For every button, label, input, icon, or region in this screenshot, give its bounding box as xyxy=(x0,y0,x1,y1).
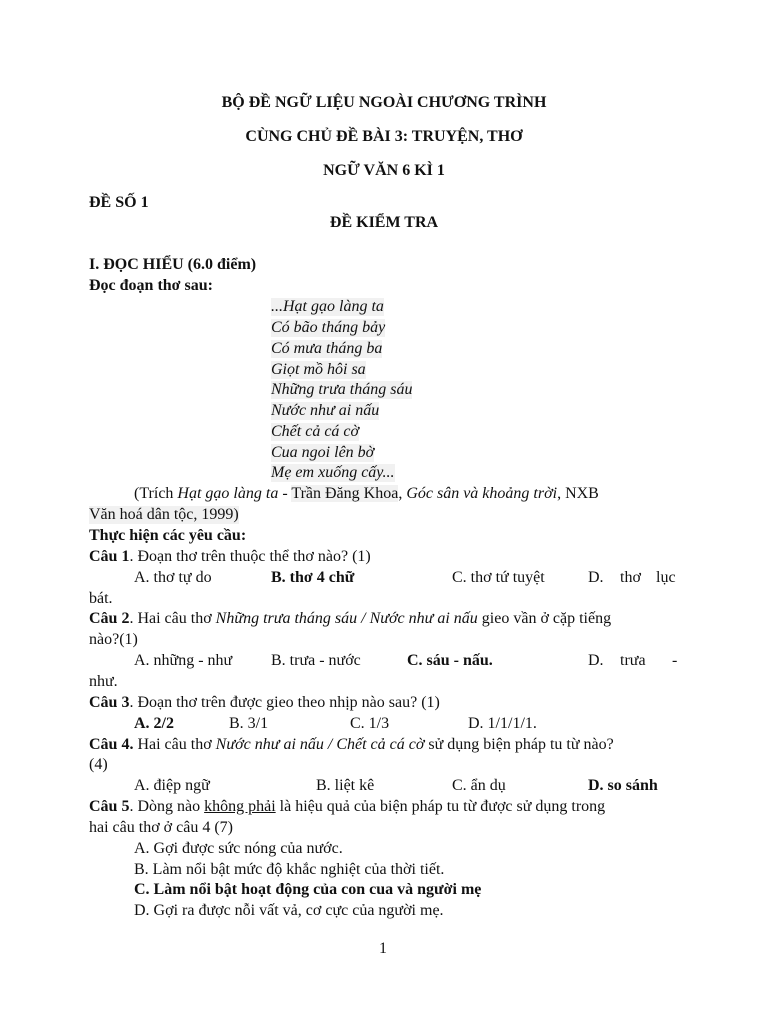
citation-line-2: Văn hoá dân tộc, 1999) xyxy=(89,506,239,523)
q3-option-d: D. 1/1/1/1. xyxy=(468,715,537,732)
q2-option-d-continued: như. xyxy=(89,673,118,690)
q5-option-b: B. Làm nổi bật mức độ khắc nghiệt của thời tiết. xyxy=(134,861,445,878)
q2-option-d-word: - xyxy=(672,652,678,669)
question-5-continued: hai câu thơ ở câu 4 (7) xyxy=(89,819,233,836)
reading-prompt: Đọc đoạn thơ sau: xyxy=(89,277,213,294)
exam-number: ĐỀ SỐ 1 xyxy=(89,194,149,211)
question-label: Câu 1 xyxy=(89,548,130,565)
q1-option-a: A. thơ tự do xyxy=(134,569,212,586)
question-quote: Những trưa tháng sáu / Nước như ai nấu xyxy=(215,610,478,627)
q4-option-d: D. so sánh xyxy=(588,777,658,794)
q4-option-b: B. liệt kê xyxy=(316,777,375,794)
q5-option-c: C. Làm nổi bật hoạt động của con cua và người mẹ xyxy=(134,881,482,898)
question-1 xyxy=(89,548,371,566)
question-label: Câu 4. xyxy=(89,736,134,753)
question-quote: Nước như ai nấu / Chết cả cá cờ xyxy=(215,736,425,753)
q1-option-c: C. thơ tứ tuyệt xyxy=(452,569,545,586)
q1-option-b: B. thơ 4 chữ xyxy=(271,569,355,586)
q2-option-d-word: trưa xyxy=(620,652,646,669)
question-2-continued: nào?(1) xyxy=(89,631,138,648)
section-heading: I. ĐỌC HIỂU (6.0 điểm) xyxy=(89,256,257,273)
q1-option-d-word: lục xyxy=(656,569,676,586)
citation-publisher: , NXB xyxy=(557,485,599,502)
question-5 xyxy=(89,798,605,816)
poem-line: Cua ngoi lên bờ xyxy=(271,444,375,461)
q2-option-d: D. xyxy=(588,652,604,669)
question-4-continued: (4) xyxy=(89,756,108,773)
question-emphasis: không phải xyxy=(204,798,276,815)
question-text: là hiệu quả của biện pháp tu từ được sử dụng trong xyxy=(275,798,606,815)
poem-line: Chết cả cá cờ xyxy=(271,423,360,440)
question-4 xyxy=(89,736,614,754)
page-number: 1 xyxy=(379,940,387,957)
doc-title-line-1: BỘ ĐỀ NGỮ LIỆU NGOÀI CHƯƠNG TRÌNH xyxy=(221,94,547,111)
q1-option-d-continued: bát. xyxy=(89,590,113,607)
question-text: . Hai câu thơ xyxy=(129,610,216,627)
q3-option-a: A. 2/2 xyxy=(134,715,174,732)
question-text: . Dòng nào xyxy=(129,798,205,815)
citation-book: Góc sân và khoảng trời xyxy=(406,485,558,502)
poem-line: Nước như ai nấu xyxy=(271,402,380,419)
q2-option-c: C. sáu - nấu. xyxy=(407,652,493,669)
question-label: Câu 5 xyxy=(89,798,130,815)
poem-line: ...Hạt gạo làng ta xyxy=(271,298,384,315)
q2-option-b: B. trưa - nước xyxy=(271,652,361,669)
doc-title-line-3: NGỮ VĂN 6 KÌ 1 xyxy=(323,162,445,179)
q3-option-c: C. 1/3 xyxy=(350,715,390,732)
q3-option-b: B. 3/1 xyxy=(229,715,269,732)
question-2 xyxy=(89,610,611,628)
q4-option-c: C. ẩn dụ xyxy=(452,777,506,794)
q1-option-d: D. xyxy=(588,569,604,586)
citation-author: Trần Đăng Khoa xyxy=(291,485,399,502)
question-text: gieo vần ở cặp tiếng xyxy=(477,610,612,627)
citation-dash: - xyxy=(278,485,292,502)
q1-option-d-word: thơ xyxy=(620,569,641,586)
question-3 xyxy=(89,694,440,712)
citation-line-1 xyxy=(134,485,599,503)
question-text: sử dụng biện pháp tu từ nào? xyxy=(424,736,614,753)
poem-line: Có mưa tháng ba xyxy=(271,340,383,357)
citation-work: Hạt gạo làng ta xyxy=(177,485,279,502)
q5-option-a: A. Gợi được sức nóng của nước. xyxy=(134,840,343,857)
q4-option-a: A. điệp ngữ xyxy=(134,777,210,794)
citation-comma: , xyxy=(398,485,407,502)
exam-title: ĐỀ KIỂM TRA xyxy=(329,214,439,231)
q2-option-a: A. những - như xyxy=(134,652,233,669)
poem-line: Giọt mồ hôi sa xyxy=(271,361,366,378)
question-label: Câu 2 xyxy=(89,610,130,627)
q5-option-d: D. Gợi ra được nỗi vất vả, cơ cực của người mẹ. xyxy=(134,902,444,919)
poem-line: Những trưa tháng sáu xyxy=(271,381,413,398)
doc-title-line-2: CÙNG CHỦ ĐỀ BÀI 3: TRUYỆN, THƠ xyxy=(245,128,523,145)
question-text: . Đoạn thơ trên thuộc thể thơ nào? (1) xyxy=(129,548,371,565)
tasks-heading: Thực hiện các yêu cầu: xyxy=(89,527,247,544)
poem-line: Có bão tháng bảy xyxy=(271,319,386,336)
question-text: Hai câu thơ xyxy=(133,736,216,753)
question-text: . Đoạn thơ trên được gieo theo nhịp nào sau? (1) xyxy=(129,694,440,711)
poem-line: Mẹ em xuống cấy... xyxy=(271,464,395,481)
question-label: Câu 3 xyxy=(89,694,130,711)
citation-open: (Trích xyxy=(134,485,178,502)
